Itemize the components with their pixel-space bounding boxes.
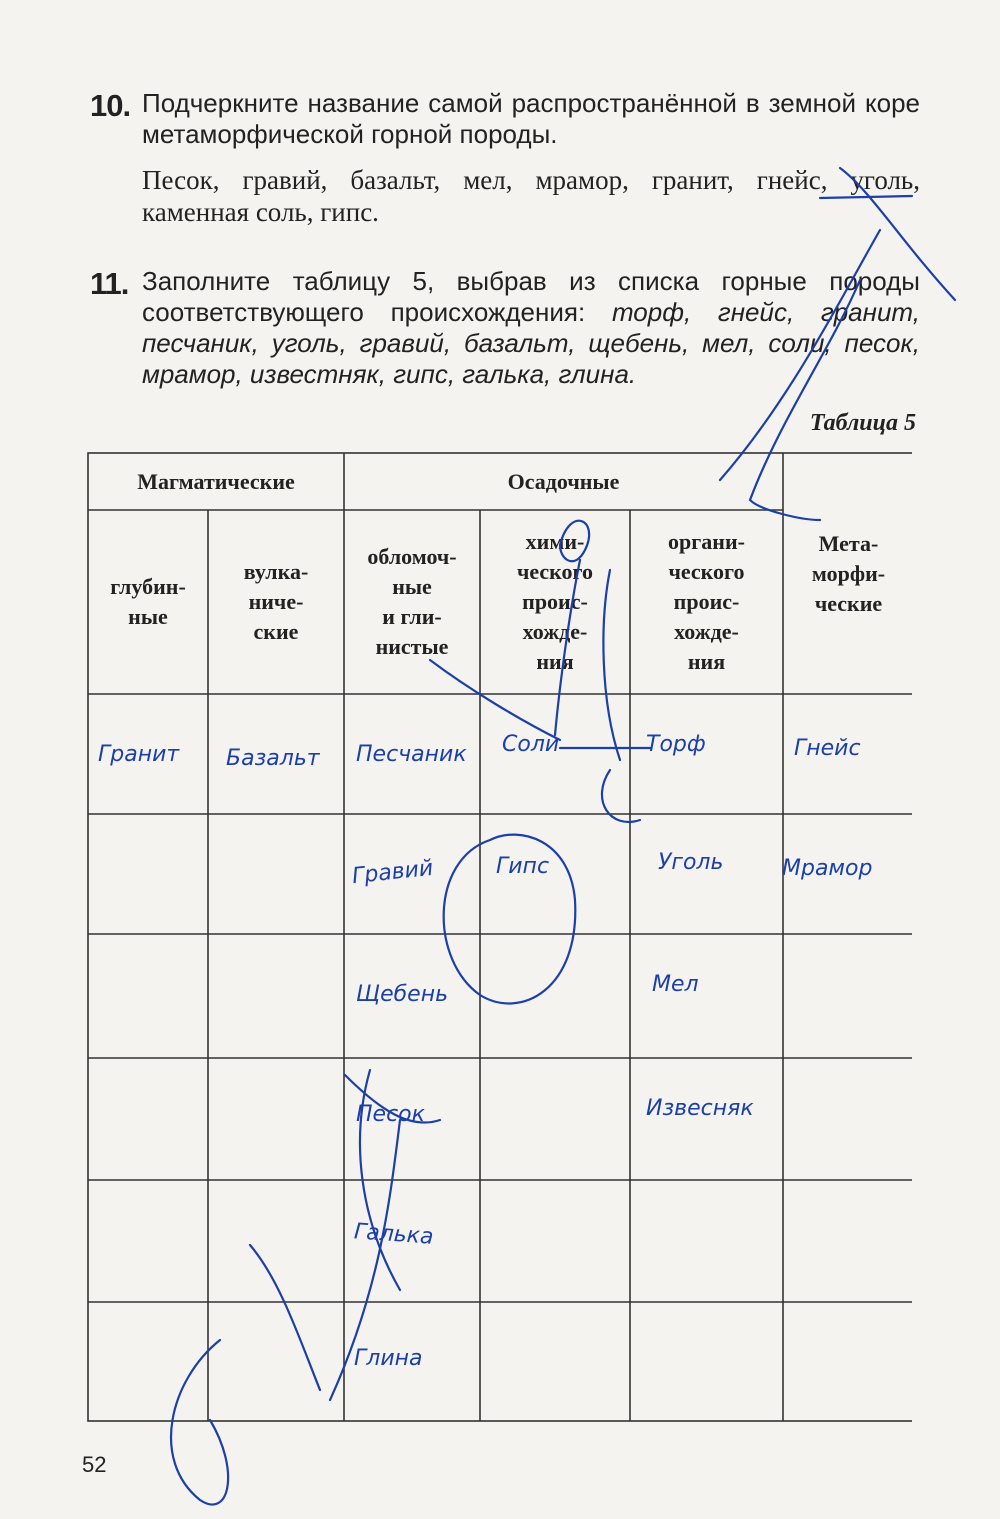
- task-question: [142, 266, 920, 390]
- subheader-clastic: обломоч- ные и гли- нистые: [367, 544, 457, 659]
- header-magmatic: Магматические: [137, 469, 295, 494]
- subheader-volcanic: вулка- ниче- ские: [243, 559, 309, 644]
- answer-volcanic: Базальт: [226, 746, 320, 771]
- page-number: 52: [82, 1452, 107, 1477]
- answer-clastic-2: Гравий: [350, 855, 435, 890]
- answer-organic-4: Извесняк: [646, 1096, 754, 1121]
- answer-clastic-5: Галька: [353, 1219, 435, 1250]
- answer-organic-2: Уголь: [658, 850, 724, 875]
- task-11: [90, 266, 920, 396]
- answer-chemical-2: Гипс: [496, 854, 550, 879]
- answer-organic-1: Торф: [646, 732, 706, 757]
- table-caption: Таблица 5: [809, 410, 916, 436]
- answer-metamorphic-2: Мрамор: [782, 856, 873, 881]
- subheader-metamorphic: Мета- морфи- ческие: [811, 530, 886, 616]
- answer-clastic-3: Щебень: [356, 982, 449, 1007]
- rock-classification-table: [80, 452, 912, 1424]
- answer-deep: Гранит: [98, 742, 180, 767]
- answer-metamorphic-1: Гнейс: [794, 736, 861, 761]
- task-number: 11.: [90, 266, 129, 301]
- task-question-start: Заполните таблицу 5, выбрав из списка горные породы соответствующего происхождения:: [142, 266, 920, 327]
- subheader-organic: органи- ческого проис- хожде- ния: [668, 529, 745, 674]
- subheader-chemical: хими- ческого проис- хожде- ния: [516, 529, 594, 674]
- answer-clastic-1: Песчаник: [356, 742, 467, 767]
- task-10: [90, 88, 920, 238]
- answer-clastic-4: Песок: [356, 1102, 425, 1127]
- rock-list: торф, гнейс, гранит, песчаник, уголь, гравий, базальт, щебень, мел, соли, песок, мрамор, известняк, гипс, галька, глина.: [142, 297, 920, 389]
- answer-clastic-6: Глина: [354, 1346, 423, 1371]
- answer-organic-3: Мел: [652, 972, 699, 997]
- task-question: Подчеркните название самой распространённой в земной коре метаморфической горной породы.: [142, 88, 920, 149]
- answer-chemical-1: Соли: [502, 732, 560, 757]
- subheader-deep: глубин- ные: [110, 574, 186, 629]
- rock-options: Песок, гравий, базальт, мел, мрамор, гранит, гнейс, уголь, каменная соль, гипс.: [142, 165, 920, 227]
- task-number: 10.: [90, 88, 131, 123]
- header-sedimentary: Осадочные: [507, 469, 620, 494]
